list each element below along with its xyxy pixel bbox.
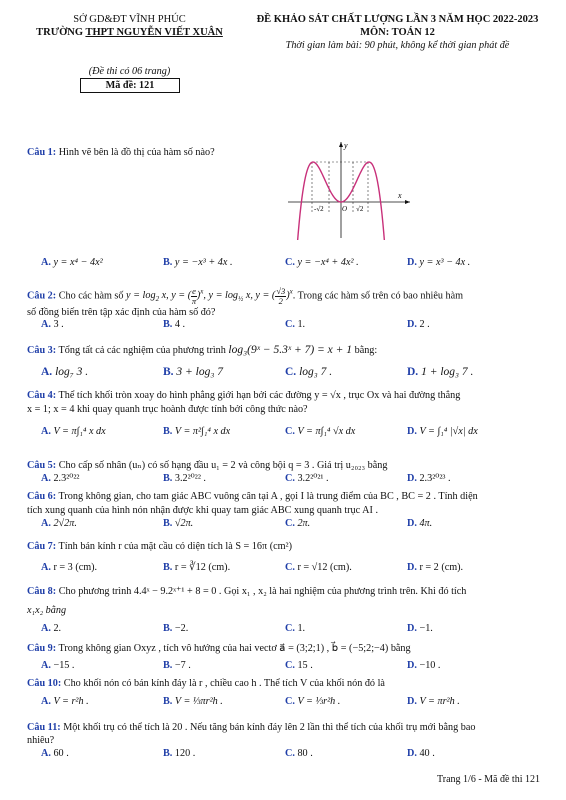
- option-a[interactable]: [41, 319, 64, 330]
- option-b[interactable]: [163, 473, 206, 484]
- question-6: [27, 490, 547, 503]
- options-q11: [41, 748, 541, 761]
- option-letter: D.: [407, 366, 419, 378]
- option-text: V = r²h .: [53, 696, 89, 707]
- options-q1: [41, 257, 541, 270]
- question-label: Câu 5:: [27, 460, 57, 471]
- option-letter: D.: [407, 562, 417, 573]
- y-axis-label: y: [344, 141, 348, 150]
- equation: log₃(9ˣ − 5.3ˣ + 7) = x + 1: [228, 344, 353, 356]
- option-letter: B.: [163, 562, 173, 573]
- option-a[interactable]: [41, 660, 74, 671]
- option-letter: A.: [41, 748, 51, 759]
- option-letter: C.: [285, 748, 295, 759]
- option-text: 2√2π.: [53, 518, 77, 529]
- option-text: 120 .: [174, 748, 196, 759]
- option-letter: A.: [41, 696, 51, 707]
- option-letter: A.: [41, 660, 51, 671]
- option-letter: C.: [285, 623, 295, 634]
- options-q3: [41, 366, 541, 379]
- school-name: [22, 27, 237, 38]
- option-letter: D.: [407, 748, 417, 759]
- option-text: −2.: [174, 623, 189, 634]
- option-text: V = ∫₁⁴ |√x| dx: [419, 426, 478, 437]
- option-b[interactable]: [163, 518, 193, 529]
- school-name-underlined: THPT NGUYỄN VIẾT XUÂN: [85, 27, 223, 38]
- option-letter: C.: [285, 696, 295, 707]
- question-text: Trong không gian Oxyz , tích vô hướng của hai vectơ a⃗ = (3;2;1) , b⃗ = (−5;2;−4) bằng: [58, 643, 411, 654]
- question-2-line2: số đồng biến trên tập xác định của hàm số đó?: [27, 307, 216, 318]
- option-text: r = √12 (cm).: [297, 562, 352, 573]
- options-q10: [41, 696, 541, 709]
- question-text: Cho khối nón có bán kính đáy là r , chiều cao h . Thể tích V của khối nón đó là: [63, 678, 385, 689]
- question-3: [27, 344, 547, 357]
- tick-neg-sqrt2: -√2: [314, 205, 324, 213]
- option-a[interactable]: [41, 473, 79, 484]
- option-text: V = π∫₁⁴ √x dx: [297, 426, 356, 437]
- option-letter: B.: [163, 257, 173, 268]
- option-text: 4 .: [174, 319, 186, 330]
- option-a[interactable]: [41, 696, 89, 707]
- option-b[interactable]: [163, 623, 188, 634]
- option-d[interactable]: [407, 562, 463, 573]
- option-text: 2.3²⁰²³ .: [419, 473, 451, 484]
- option-c[interactable]: [285, 696, 340, 707]
- question-8: [27, 585, 547, 598]
- question-6-line2: tích xung quanh của hình nón nhận được khi quay tam giác ABC xung quanh trục AI .: [27, 505, 378, 516]
- option-b[interactable]: [163, 426, 230, 437]
- question-label: Câu 11:: [27, 722, 61, 733]
- option-text: 2 .: [419, 319, 430, 330]
- option-b[interactable]: [163, 562, 230, 573]
- option-d[interactable]: [407, 257, 470, 268]
- options-q2: [41, 319, 541, 332]
- option-c[interactable]: [285, 426, 355, 437]
- option-text: V = πr²h .: [419, 696, 460, 707]
- question-text: Tính bán kính r của mặt cầu có diện tích là S = 16π (cm²): [58, 541, 293, 552]
- option-text: log₇ 3 .: [55, 366, 89, 378]
- option-letter: D.: [407, 426, 417, 437]
- question-label: Câu 10:: [27, 678, 62, 689]
- option-text: y = −x⁴ + 4x² .: [297, 257, 359, 268]
- exam-code-box: Mã đề: 121: [80, 78, 180, 93]
- option-c[interactable]: [285, 518, 310, 529]
- option-c[interactable]: [285, 660, 313, 671]
- option-letter: C.: [285, 426, 295, 437]
- question-4: [27, 389, 547, 402]
- option-letter: B.: [163, 623, 173, 634]
- option-c[interactable]: [285, 319, 305, 330]
- question-5: [27, 459, 547, 472]
- option-text: 3 + log₃ 7: [176, 366, 224, 378]
- option-text: r = ∛12 (cm).: [174, 562, 231, 573]
- option-text: 40 .: [419, 748, 435, 759]
- option-letter: D.: [407, 660, 417, 671]
- option-a[interactable]: [41, 562, 97, 573]
- option-text: y = x⁴ − 4x²: [53, 257, 103, 268]
- option-letter: A.: [41, 257, 51, 268]
- math-functions: $y = \log_2 x$, y = ( $\frac{e}{\pi}$ )$^x$, $y = \log_{\frac{1}{2}} x$, y = ( $\frac{√3}{2}$ )$^x$: [126, 285, 293, 306]
- question-label: Câu 1:: [27, 147, 57, 158]
- option-b[interactable]: [163, 366, 223, 378]
- time-note: Thời gian làm bài: 90 phút, không kể thời gian phát đề: [285, 40, 510, 51]
- options-q6: [41, 518, 541, 531]
- option-a[interactable]: [41, 623, 61, 634]
- option-letter: D.: [407, 518, 417, 529]
- option-b[interactable]: [163, 319, 185, 330]
- question-9: [27, 642, 547, 655]
- page-footer: Trang 1/6 - Mã đề thi 121: [437, 774, 540, 785]
- option-d[interactable]: [407, 319, 430, 330]
- option-b[interactable]: [163, 696, 223, 707]
- option-b[interactable]: [163, 257, 233, 268]
- option-text: 15 .: [297, 660, 313, 671]
- question-text: Thể tích khối tròn xoay do hình phẳng giới hạn bởi các đường y = √x , trục Ox và hai đường thẳng: [58, 390, 461, 401]
- question-7: [27, 540, 547, 553]
- option-letter: C.: [285, 319, 295, 330]
- option-text: −15 .: [53, 660, 75, 671]
- option-text: −7 .: [174, 660, 191, 671]
- option-letter: A.: [41, 623, 51, 634]
- option-text: 60 .: [53, 748, 69, 759]
- subject-title: MÔN: TOÁN 12: [360, 27, 435, 38]
- option-text: 3.2²⁰²² .: [174, 473, 206, 484]
- option-d[interactable]: [407, 748, 435, 759]
- options-q9: [41, 660, 541, 673]
- question-text: Cho cấp số nhân (uₙ) có số hạng đầu u₁ = 2 và công bội q = 3 . Giá trị u₂₀₂₃ bằng: [58, 460, 388, 471]
- option-letter: C.: [285, 257, 295, 268]
- option-text: 1.: [297, 319, 306, 330]
- option-a[interactable]: [41, 748, 69, 759]
- options-q7: [41, 562, 541, 575]
- option-a[interactable]: [41, 426, 106, 437]
- option-letter: C.: [285, 562, 295, 573]
- option-d[interactable]: [407, 696, 460, 707]
- option-a[interactable]: [41, 366, 88, 378]
- option-c[interactable]: [285, 748, 313, 759]
- question-1: [27, 146, 547, 159]
- option-text: 4π.: [419, 518, 433, 529]
- option-text: r = 3 (cm).: [53, 562, 98, 573]
- option-letter: D.: [407, 257, 417, 268]
- question-label: Câu 2:: [27, 290, 57, 302]
- option-c[interactable]: [285, 257, 359, 268]
- option-text: 3 .: [53, 319, 64, 330]
- x-axis-label: x: [398, 191, 402, 200]
- option-text: 1.: [297, 623, 306, 634]
- question-label: Câu 4:: [27, 390, 57, 401]
- question-label: Câu 9:: [27, 643, 57, 654]
- option-letter: B.: [163, 660, 173, 671]
- option-text: V = ⅓r²h .: [297, 696, 341, 707]
- option-c[interactable]: [285, 473, 329, 484]
- question-tail: bằng:: [354, 345, 378, 356]
- question-11: [27, 721, 547, 734]
- option-text: 3.2²⁰²¹ .: [297, 473, 329, 484]
- option-a[interactable]: [41, 518, 77, 529]
- option-text: 1 + log₃ 7 .: [421, 366, 474, 378]
- option-d[interactable]: [407, 426, 478, 437]
- option-text: r = 2 (cm).: [419, 562, 464, 573]
- question-text: Một khối trụ có thể tích là 20 . Nếu tăng bán kính đáy lên 2 lần thì thể tích của khối trụ mới bằng bao: [63, 722, 476, 733]
- option-letter: A.: [41, 518, 51, 529]
- option-d[interactable]: [407, 473, 451, 484]
- question-11-line2: nhiêu?: [27, 735, 55, 746]
- option-text: V = ⅓πr²h .: [174, 696, 223, 707]
- options-q8: [41, 623, 541, 636]
- option-text: 2π.: [297, 518, 311, 529]
- tick-pos-sqrt2: √2: [356, 205, 364, 213]
- question-text: Tổng tất cả các nghiệm của phương trình: [58, 345, 226, 356]
- school-prefix: TRƯỜNG: [36, 27, 86, 38]
- option-text: y = x³ − 4x .: [419, 257, 471, 268]
- question-label: Câu 3:: [27, 345, 57, 356]
- option-text: −1.: [419, 623, 433, 634]
- option-text: y = −x³ + 4x .: [174, 257, 233, 268]
- question-text: Cho các hàm số: [58, 290, 124, 302]
- option-c[interactable]: [285, 366, 332, 378]
- option-text: −10 .: [419, 660, 441, 671]
- question-10: [27, 677, 547, 690]
- pages-note: (Đề thi có 06 trang): [88, 66, 171, 77]
- option-letter: C.: [285, 366, 297, 378]
- option-text: log₃ 7 .: [299, 366, 333, 378]
- question-label: Câu 7:: [27, 541, 57, 552]
- option-letter: C.: [285, 518, 295, 529]
- question-text-cont: . Trong các hàm số trên có bao nhiêu hàm: [292, 290, 464, 302]
- option-letter: D.: [407, 696, 417, 707]
- options-q5: [41, 473, 541, 486]
- option-letter: D.: [407, 319, 417, 330]
- options-q4: [41, 426, 541, 439]
- option-letter: A.: [41, 562, 51, 573]
- option-letter: C.: [285, 473, 295, 484]
- option-text: 2.3²⁰²²: [53, 473, 80, 484]
- option-text: V = π∫₁⁴ x dx: [53, 426, 106, 437]
- option-d[interactable]: [407, 366, 473, 378]
- question-text: Cho phương trình 4.4ˣ − 9.2ˣ⁺¹ + 8 = 0 . Gọi x₁ , x₂ là hai nghiệm của phương trình trên. Khi đó tích: [58, 586, 467, 597]
- option-text: √2π.: [174, 518, 194, 529]
- option-letter: A.: [41, 366, 53, 378]
- question-label: Câu 6:: [27, 491, 57, 502]
- option-a[interactable]: [41, 257, 103, 268]
- department-name: SỞ GD&ĐT VĨNH PHÚC: [73, 14, 186, 25]
- option-text: 80 .: [297, 748, 313, 759]
- option-d[interactable]: [407, 660, 440, 671]
- option-d[interactable]: [407, 518, 432, 529]
- option-letter: A.: [41, 319, 51, 330]
- option-letter: B.: [163, 426, 173, 437]
- option-b[interactable]: [163, 660, 191, 671]
- question-4-line2: x = 1; x = 4 khi quay quanh trục hoành được tính bởi công thức nào?: [27, 404, 308, 415]
- option-d[interactable]: [407, 623, 433, 634]
- option-letter: D.: [407, 623, 417, 634]
- option-letter: A.: [41, 426, 51, 437]
- option-letter: B.: [163, 696, 173, 707]
- option-c[interactable]: [285, 562, 352, 573]
- option-letter: B.: [163, 748, 173, 759]
- exam-title: ĐỀ KHẢO SÁT CHẤT LƯỢNG LẦN 3 NĂM HỌC 2022-2023: [256, 14, 539, 25]
- origin-label: O: [342, 205, 348, 213]
- option-text: 2.: [53, 623, 62, 634]
- question-text: Hình vẽ bên là đồ thị của hàm số nào?: [58, 147, 215, 158]
- option-letter: C.: [285, 660, 295, 671]
- question-8-line2: x₁x₂ bằng: [27, 605, 67, 616]
- option-letter: D.: [407, 473, 417, 484]
- option-letter: A.: [41, 473, 51, 484]
- option-letter: B.: [163, 366, 174, 378]
- option-letter: B.: [163, 319, 173, 330]
- question-text: Trong không gian, cho tam giác ABC vuông cân tại A , gọi I là trung điểm của BC , BC = 2 . Tính diện: [58, 491, 478, 502]
- option-letter: B.: [163, 473, 173, 484]
- option-text: V = π²∫₁⁴ x dx: [174, 426, 231, 437]
- option-b[interactable]: [163, 748, 195, 759]
- question-label: Câu 8:: [27, 586, 57, 597]
- option-c[interactable]: [285, 623, 305, 634]
- option-letter: B.: [163, 518, 173, 529]
